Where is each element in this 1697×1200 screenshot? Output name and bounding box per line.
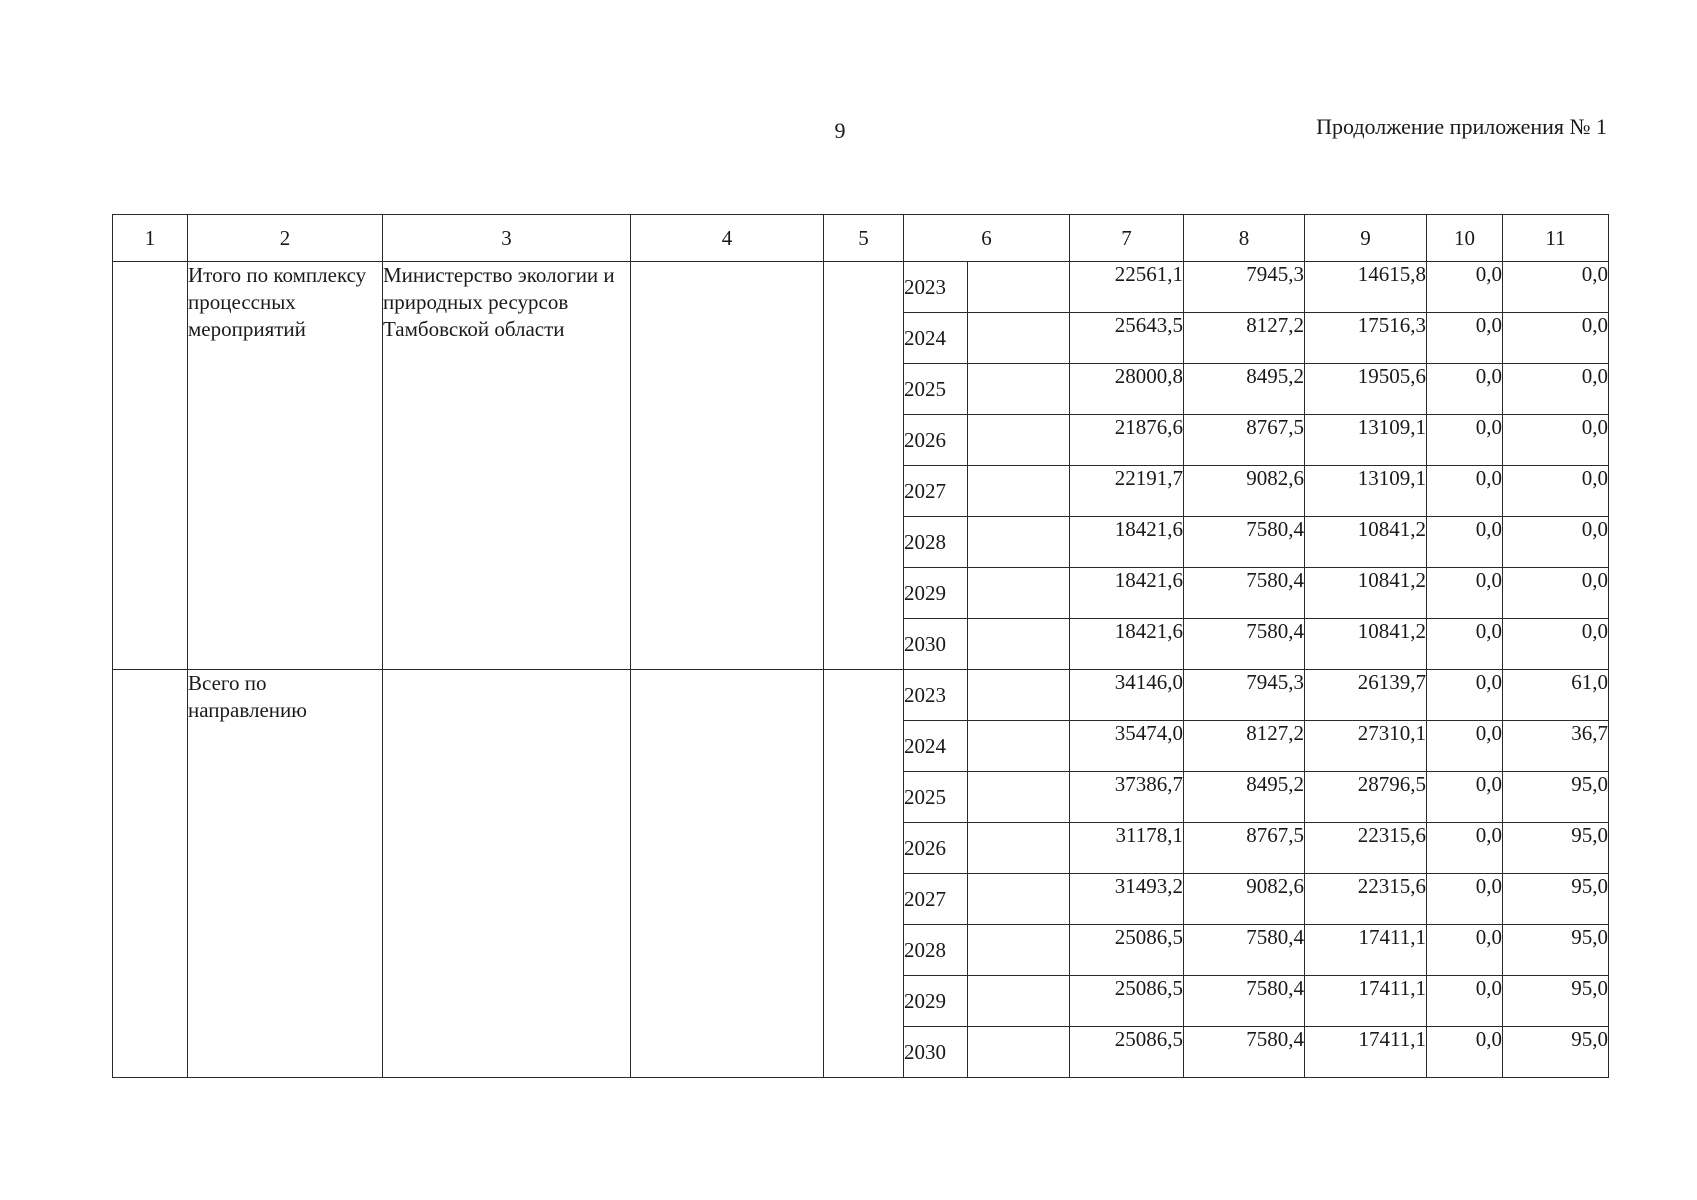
federal-cell: 8127,2 (1184, 313, 1305, 364)
federal-cell: 7580,4 (1184, 925, 1305, 976)
col-header-11: 11 (1503, 215, 1609, 262)
col-header-6: 6 (904, 215, 1070, 262)
total-cell: 21876,6 (1070, 415, 1184, 466)
group-title: Итого по комплексу процессных мероприятий (188, 262, 383, 670)
blank-cell (968, 262, 1070, 313)
total-cell: 34146,0 (1070, 670, 1184, 721)
year-cell: 2025 (904, 364, 968, 415)
total-cell: 25086,5 (1070, 976, 1184, 1027)
blank-cell (968, 874, 1070, 925)
federal-cell: 8767,5 (1184, 415, 1305, 466)
group-title: Всего по направлению (188, 670, 383, 1078)
federal-cell: 7945,3 (1184, 262, 1305, 313)
other-cell: 0,0 (1503, 466, 1609, 517)
total-cell: 25086,5 (1070, 925, 1184, 976)
budget-table (112, 214, 1609, 1078)
col-header-2: 2 (188, 215, 383, 262)
regional-cell: 19505,6 (1305, 364, 1427, 415)
total-cell: 18421,6 (1070, 619, 1184, 670)
local-cell: 0,0 (1427, 466, 1503, 517)
regional-cell: 17516,3 (1305, 313, 1427, 364)
regional-cell: 17411,1 (1305, 976, 1427, 1027)
local-cell: 0,0 (1427, 670, 1503, 721)
regional-cell: 10841,2 (1305, 619, 1427, 670)
group-col1 (113, 670, 188, 1078)
federal-cell: 7580,4 (1184, 619, 1305, 670)
year-cell: 2030 (904, 619, 968, 670)
blank-cell (968, 772, 1070, 823)
group-executor (383, 670, 631, 1078)
year-cell: 2028 (904, 517, 968, 568)
header-row (113, 215, 1609, 262)
total-cell: 25086,5 (1070, 1027, 1184, 1078)
regional-cell: 27310,1 (1305, 721, 1427, 772)
total-cell: 18421,6 (1070, 517, 1184, 568)
federal-cell: 8495,2 (1184, 364, 1305, 415)
regional-cell: 17411,1 (1305, 1027, 1427, 1078)
year-cell: 2024 (904, 721, 968, 772)
year-cell: 2029 (904, 976, 968, 1027)
blank-cell (968, 721, 1070, 772)
federal-cell: 8767,5 (1184, 823, 1305, 874)
other-cell: 0,0 (1503, 313, 1609, 364)
local-cell: 0,0 (1427, 517, 1503, 568)
regional-cell: 17411,1 (1305, 925, 1427, 976)
other-cell: 95,0 (1503, 772, 1609, 823)
blank-cell (968, 619, 1070, 670)
other-cell: 0,0 (1503, 568, 1609, 619)
other-cell: 0,0 (1503, 415, 1609, 466)
regional-cell: 13109,1 (1305, 415, 1427, 466)
other-cell: 36,7 (1503, 721, 1609, 772)
col-header-3: 3 (383, 215, 631, 262)
blank-cell (968, 1027, 1070, 1078)
regional-cell: 13109,1 (1305, 466, 1427, 517)
other-cell: 95,0 (1503, 874, 1609, 925)
other-cell: 0,0 (1503, 262, 1609, 313)
regional-cell: 28796,5 (1305, 772, 1427, 823)
year-cell: 2027 (904, 466, 968, 517)
local-cell: 0,0 (1427, 721, 1503, 772)
total-cell: 31493,2 (1070, 874, 1184, 925)
federal-cell: 8127,2 (1184, 721, 1305, 772)
group-col5 (824, 670, 904, 1078)
year-cell: 2030 (904, 1027, 968, 1078)
year-cell: 2027 (904, 874, 968, 925)
local-cell: 0,0 (1427, 568, 1503, 619)
local-cell: 0,0 (1427, 262, 1503, 313)
federal-cell: 7580,4 (1184, 568, 1305, 619)
blank-cell (968, 415, 1070, 466)
regional-cell: 22315,6 (1305, 874, 1427, 925)
regional-cell: 14615,8 (1305, 262, 1427, 313)
federal-cell: 7945,3 (1184, 670, 1305, 721)
col-header-8: 8 (1184, 215, 1305, 262)
total-cell: 31178,1 (1070, 823, 1184, 874)
total-cell: 35474,0 (1070, 721, 1184, 772)
local-cell: 0,0 (1427, 364, 1503, 415)
year-cell: 2028 (904, 925, 968, 976)
group-col5 (824, 262, 904, 670)
regional-cell: 10841,2 (1305, 568, 1427, 619)
blank-cell (968, 925, 1070, 976)
year-cell: 2029 (904, 568, 968, 619)
group-col4 (631, 670, 824, 1078)
other-cell: 0,0 (1503, 364, 1609, 415)
blank-cell (968, 313, 1070, 364)
local-cell: 0,0 (1427, 1027, 1503, 1078)
group-col1 (113, 262, 188, 670)
blank-cell (968, 466, 1070, 517)
federal-cell: 9082,6 (1184, 466, 1305, 517)
blank-cell (968, 364, 1070, 415)
blank-cell (968, 670, 1070, 721)
table-row (113, 262, 1609, 313)
group-executor: Министерство экологии и природных ресурсов Тамбовской области (383, 262, 631, 670)
total-cell: 37386,7 (1070, 772, 1184, 823)
other-cell: 95,0 (1503, 925, 1609, 976)
regional-cell: 22315,6 (1305, 823, 1427, 874)
col-header-9: 9 (1305, 215, 1427, 262)
other-cell: 0,0 (1503, 517, 1609, 568)
local-cell: 0,0 (1427, 415, 1503, 466)
blank-cell (968, 823, 1070, 874)
regional-cell: 10841,2 (1305, 517, 1427, 568)
local-cell: 0,0 (1427, 925, 1503, 976)
other-cell: 95,0 (1503, 976, 1609, 1027)
other-cell: 61,0 (1503, 670, 1609, 721)
col-header-4: 4 (631, 215, 824, 262)
col-header-1: 1 (113, 215, 188, 262)
federal-cell: 8495,2 (1184, 772, 1305, 823)
local-cell: 0,0 (1427, 772, 1503, 823)
local-cell: 0,0 (1427, 313, 1503, 364)
blank-cell (968, 976, 1070, 1027)
continuation-label: Продолжение приложения № 1 (1316, 114, 1607, 139)
total-cell: 22191,7 (1070, 466, 1184, 517)
other-cell: 0,0 (1503, 619, 1609, 670)
federal-cell: 7580,4 (1184, 517, 1305, 568)
other-cell: 95,0 (1503, 823, 1609, 874)
total-cell: 18421,6 (1070, 568, 1184, 619)
col-header-5: 5 (824, 215, 904, 262)
year-cell: 2023 (904, 670, 968, 721)
federal-cell: 9082,6 (1184, 874, 1305, 925)
local-cell: 0,0 (1427, 874, 1503, 925)
year-cell: 2024 (904, 313, 968, 364)
year-cell: 2026 (904, 415, 968, 466)
year-cell: 2025 (904, 772, 968, 823)
year-cell: 2026 (904, 823, 968, 874)
local-cell: 0,0 (1427, 976, 1503, 1027)
federal-cell: 7580,4 (1184, 1027, 1305, 1078)
total-cell: 28000,8 (1070, 364, 1184, 415)
blank-cell (968, 517, 1070, 568)
total-cell: 22561,1 (1070, 262, 1184, 313)
col-header-10: 10 (1427, 215, 1503, 262)
page-number: 9 (834, 118, 846, 143)
local-cell: 0,0 (1427, 823, 1503, 874)
local-cell: 0,0 (1427, 619, 1503, 670)
total-cell: 25643,5 (1070, 313, 1184, 364)
regional-cell: 26139,7 (1305, 670, 1427, 721)
group-col4 (631, 262, 824, 670)
blank-cell (968, 568, 1070, 619)
col-header-7: 7 (1070, 215, 1184, 262)
other-cell: 95,0 (1503, 1027, 1609, 1078)
federal-cell: 7580,4 (1184, 976, 1305, 1027)
year-cell: 2023 (904, 262, 968, 313)
table-row (113, 670, 1609, 721)
